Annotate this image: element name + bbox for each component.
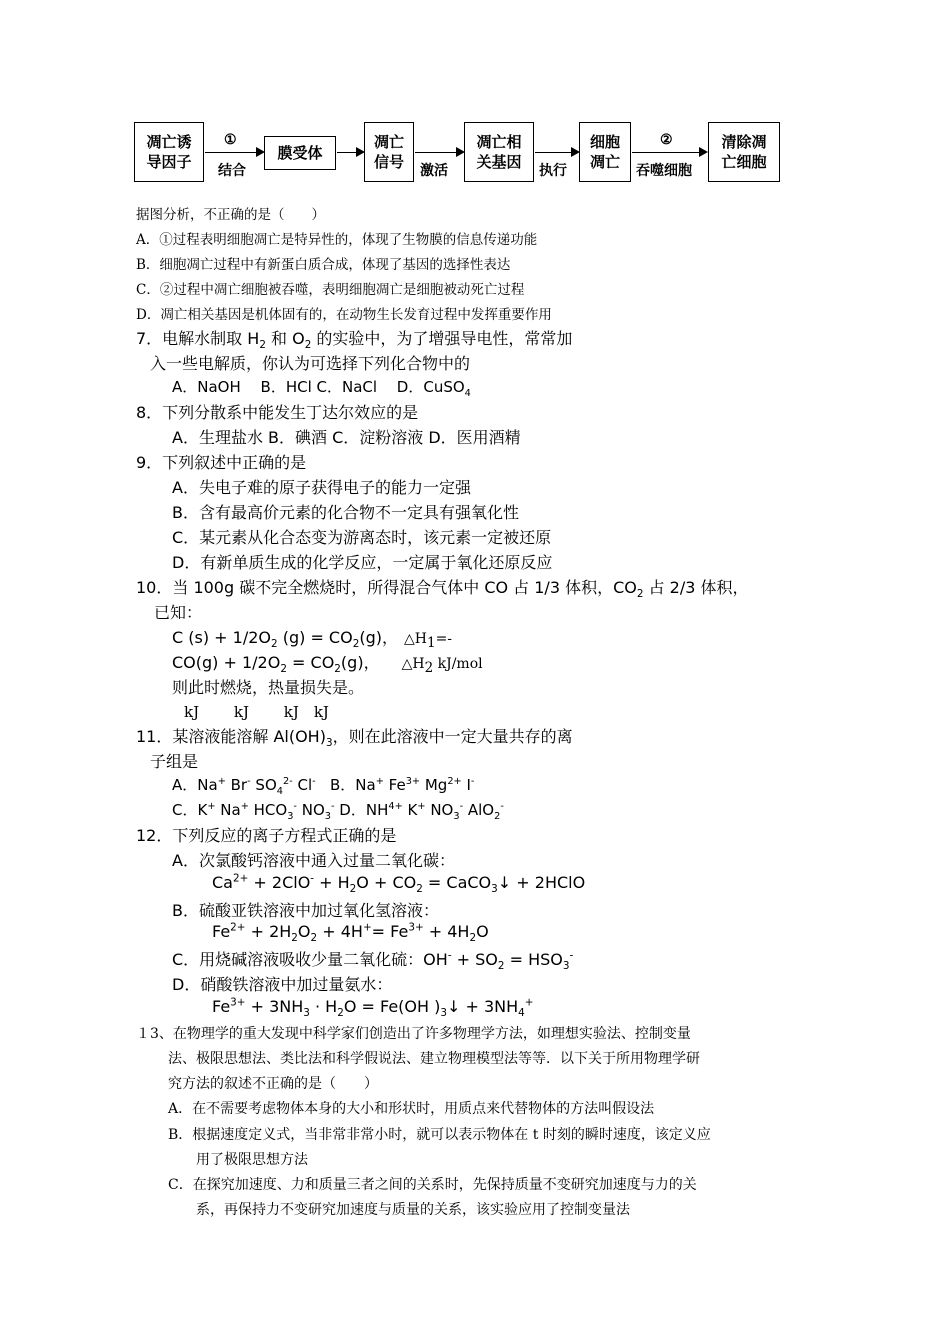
text-run: (g)，	[359, 628, 398, 647]
text-run: Fe	[388, 776, 406, 794]
box-text: 凋亡	[589, 153, 620, 171]
text-run: NO	[301, 801, 325, 819]
superscript: -	[312, 776, 316, 787]
superscript: +	[417, 801, 426, 812]
diagram-box-signal	[364, 122, 414, 182]
text-run: · H	[309, 997, 338, 1016]
box-text: 细胞	[589, 133, 620, 151]
subscript: 4	[518, 1007, 525, 1020]
text-run: 占 2/3 体积，	[643, 578, 749, 597]
text-run: ↓ + 3NH	[446, 997, 519, 1016]
text-run: = CO	[286, 653, 335, 672]
q9-option-b: B．含有最高价元素的化合物不一定具有强氧化性	[172, 503, 519, 522]
q13-option-c-line1: C．在探究加速度、力和质量三者之间的关系时，先保持质量不变研究加速度与力的关	[168, 1177, 697, 1193]
subscript: 3	[491, 883, 498, 896]
superscript: -	[569, 949, 574, 962]
q9-option-a: A．失电子难的原子获得电子的能力一定强	[172, 478, 471, 497]
text-run: K	[407, 801, 418, 819]
subscript: 2	[494, 811, 501, 822]
superscript: +	[375, 776, 384, 787]
q8-stem: 8．下列分散系中能发生丁达尔效应的是	[136, 403, 419, 422]
text-run: B．Na	[329, 776, 376, 794]
diagram-box-genes	[464, 122, 534, 182]
subscript: 2	[334, 663, 341, 676]
q13-option-b-line1: B．根据速度定义式，当非常非常小时，就可以表示物体在 t 时刻的瞬时速度，该定义应	[168, 1127, 711, 1143]
apoptosis-flow-diagram	[134, 122, 784, 184]
q13-option-c-line2: 系，再保持力不变研究加速度与质量的关系，该实验应用了控制变量法	[196, 1202, 630, 1218]
text-run: 和 O	[265, 329, 305, 348]
text-run: + 4H	[423, 922, 470, 941]
superscript: +	[362, 921, 372, 934]
subscript: 4	[464, 388, 471, 399]
q10-stem-line2: 已知：	[154, 603, 203, 622]
text-run: (g)，	[340, 653, 380, 672]
box-text: 凋亡	[373, 133, 404, 151]
subscript: 2	[304, 339, 312, 352]
text-run: AlO	[467, 801, 495, 819]
superscript: -	[330, 801, 335, 812]
q12-option-d: D．硝酸铁溶液中加过量氨水：	[172, 975, 393, 994]
box-text: 关基因	[476, 153, 522, 171]
subscript: 2	[636, 588, 644, 601]
text-run: CO(g) + 1/2O	[172, 653, 281, 672]
q10-equation-1	[172, 625, 453, 652]
text-run: = HSO	[504, 950, 563, 969]
subscript: 2	[349, 883, 357, 896]
bio-option-a: A．①过程表明细胞凋亡是特异性的，体现了生物膜的信息传递功能	[136, 232, 538, 248]
arrow-1-bottom-label: 结合	[218, 163, 246, 179]
subscript: 2	[337, 1007, 344, 1020]
text-run: NO	[430, 801, 454, 819]
text-run: △H	[401, 656, 425, 672]
superscript: -	[500, 801, 504, 812]
diagram-box-clearance	[708, 122, 780, 182]
subscript: 2	[271, 638, 278, 651]
subscript: 3	[440, 1007, 447, 1020]
text-run: D．NH	[339, 801, 389, 819]
text-run: 7．电解水制取 H	[136, 329, 260, 348]
subscript: 2	[497, 960, 505, 973]
text-run: A．Na	[172, 776, 218, 794]
subscript: 4	[276, 786, 283, 797]
q12-option-a: A．次氯酸钙溶液中通入过量二氧化碳：	[172, 851, 455, 870]
text-run: Br	[230, 776, 248, 794]
diagram-box-receptor	[264, 136, 336, 170]
box-text: 凋亡相	[476, 133, 522, 151]
text-run: (g) = CO	[277, 628, 353, 647]
text-run: + H	[314, 873, 350, 892]
superscript: 2+	[230, 921, 246, 934]
text-run: =-	[435, 631, 453, 647]
q11-options-ab	[172, 774, 474, 795]
text-run: = CaCO	[422, 873, 492, 892]
subscript: 3	[562, 960, 570, 973]
q11-options-cd	[172, 799, 504, 820]
q12-stem: 12．下列反应的离子方程式正确的是	[136, 826, 397, 845]
subscript: 3	[325, 737, 333, 750]
superscript: -	[310, 872, 315, 885]
superscript: 3+	[230, 996, 246, 1009]
superscript: 2-	[282, 776, 293, 787]
q13-stem-line3: 究方法的叙述不正确的是（ ）	[168, 1076, 378, 1092]
subscript: 2	[416, 883, 423, 896]
q7-stem-line1	[136, 326, 573, 352]
superscript: 2+	[232, 872, 249, 885]
q7-options	[172, 376, 471, 397]
arrow-3-bottom-label: 激活	[420, 163, 448, 179]
arrow-3	[415, 152, 463, 153]
diagram-box-inducer	[134, 122, 204, 182]
q10-equation-2	[172, 650, 483, 677]
subscript: 2	[310, 932, 318, 945]
text-run: Ca	[212, 873, 233, 892]
q12-option-b-equation	[212, 921, 489, 945]
q11-stem-line1	[136, 724, 573, 750]
q10-stem-line1	[136, 575, 749, 601]
q12-option-a-equation	[212, 872, 586, 896]
text-run: + 2H	[245, 922, 292, 941]
q8-options: A．生理盐水 B．碘酒 C．淀粉溶液 D．医用酒精	[172, 428, 521, 447]
superscript: -	[447, 949, 452, 962]
superscript: -	[470, 776, 475, 787]
text-run: ，则在此溶液中一定大量共存的离	[332, 727, 573, 746]
text-run: O	[476, 922, 489, 941]
box-text: 信号	[373, 153, 404, 171]
subscript: 2	[291, 932, 298, 945]
superscript: 4+	[388, 801, 403, 812]
text-run: △H	[403, 631, 427, 647]
text-run: + SO	[451, 950, 498, 969]
q7-stem-line2: 入一些电解质，你认为可选择下列化合物中的	[150, 354, 471, 373]
text-run: 10．当 100g 碳不完全燃烧时，所得混合气体中 CO 占 1/3 体积，CO	[136, 578, 637, 597]
q13-stem-line2: 法、极限思想法、类比法和科学假说法、建立物理模型法等等．以下关于所用物理学研	[168, 1051, 700, 1067]
box-text: 亡细胞	[721, 153, 767, 171]
q12-option-b: B．硫酸亚铁溶液中加过氧化氢溶液：	[172, 901, 439, 920]
subscript: 3	[287, 811, 294, 822]
q13-option-a: A．在不需要考虑物体本身的大小和形状时，用质点来代替物体的方法叫假设法	[168, 1101, 655, 1117]
text-run: O	[297, 922, 311, 941]
q9-option-c: C．某元素从化合态变为游离态时，该元素一定被还原	[172, 528, 552, 547]
arrow-4-bottom-label: 执行	[539, 163, 567, 179]
q12-option-d-equation	[212, 996, 534, 1020]
text-run: = Fe	[371, 922, 409, 941]
q11-stem-line2: 子组是	[150, 752, 199, 771]
subscript: 2	[259, 339, 266, 352]
text-run: + 2ClO	[248, 873, 311, 892]
text-run: + 4H	[317, 922, 363, 941]
subscript: 2	[424, 660, 434, 677]
subscript: 1	[426, 635, 436, 652]
text-run: ↓ + 2HClO	[497, 873, 586, 892]
bio-option-c: C．②过程中凋亡细胞被吞噬，表明细胞凋亡是细胞被动死亡过程	[136, 282, 525, 298]
superscript: +	[240, 801, 249, 812]
text-run: C．K	[172, 801, 208, 819]
box-text: 凋亡诱	[146, 133, 192, 151]
q9-stem: 9．下列叙述中正确的是	[136, 453, 307, 472]
box-text: 导因子	[146, 153, 192, 171]
text-run: I	[466, 776, 471, 794]
subscript: 3	[324, 811, 331, 822]
superscript: +	[524, 996, 534, 1009]
superscript: 3+	[408, 921, 424, 934]
arrow-1-top-label: ①	[224, 132, 237, 148]
arrow-1	[205, 152, 263, 153]
text-run: kJ/mol	[433, 656, 483, 672]
bio-option-b: B．细胞凋亡过程中有新蛋白质合成，体现了基因的选择性表达	[136, 257, 511, 273]
superscript: -	[247, 776, 251, 787]
arrow-5-bottom-label: 吞噬细胞	[636, 163, 692, 179]
q10-options: kJ kJ kJ kJ	[184, 703, 329, 721]
q10-stem-line5: 则此时燃烧，热量损失是。	[172, 678, 365, 697]
text-run: C (s) + 1/2O	[172, 628, 271, 647]
text-run: SO	[255, 776, 277, 794]
text-run: Fe	[212, 922, 231, 941]
superscript: -	[293, 801, 297, 812]
superscript: 3+	[405, 776, 421, 787]
q13-option-b-line2: 用了极限思想方法	[196, 1152, 308, 1168]
superscript: +	[207, 801, 216, 812]
bio-option-d: D．凋亡相关基因是机体固有的，在动物生长发育过程中发挥重要作用	[136, 307, 552, 323]
subscript: 2	[280, 663, 287, 676]
text-run: + 3NH	[245, 997, 304, 1016]
q12-option-c	[172, 947, 574, 973]
arrow-2	[337, 152, 363, 153]
text-run: O + CO	[356, 873, 417, 892]
subscript: 2	[469, 932, 477, 945]
box-text: 清除凋	[721, 133, 767, 151]
text-run: C．用烧碱溶液吸收少量二氧化硫：OH	[172, 950, 448, 969]
q9-option-d: D．有新单质生成的化学反应，一定属于氧化还原反应	[172, 553, 553, 572]
box-text: 膜受体	[277, 144, 323, 162]
arrow-5-top-label: ②	[660, 132, 673, 148]
text-run: A．NaOH B．HCl C．NaCl D．CuSO	[172, 378, 465, 396]
arrow-4	[535, 152, 578, 153]
text-run: 的实验中，为了增强导电性，常常加	[311, 329, 573, 348]
subscript: 3	[303, 1007, 310, 1020]
q13-stem-line1: １3、在物理学的重大发现中科学家们创造出了许多物理学方法，如理想实验法、控制变量	[136, 1026, 691, 1042]
text-run: Mg	[424, 776, 448, 794]
text-run: HCO	[253, 801, 288, 819]
text-run: 11．某溶液能溶解 Al(OH)	[136, 727, 326, 746]
bio-question-stem: 据图分析，不正确的是（ ）	[136, 207, 325, 223]
subscript: 3	[453, 811, 460, 822]
superscript: +	[217, 776, 226, 787]
superscript: -	[459, 801, 464, 812]
text-run: Na	[220, 801, 241, 819]
text-run: Fe	[212, 997, 231, 1016]
text-run: O = Fe(OH )	[343, 997, 441, 1016]
subscript: 2	[352, 638, 360, 651]
diagram-box-apoptosis	[579, 122, 631, 182]
superscript: 2+	[447, 776, 462, 787]
arrow-5	[632, 152, 706, 153]
text-run: Cl	[297, 776, 313, 794]
